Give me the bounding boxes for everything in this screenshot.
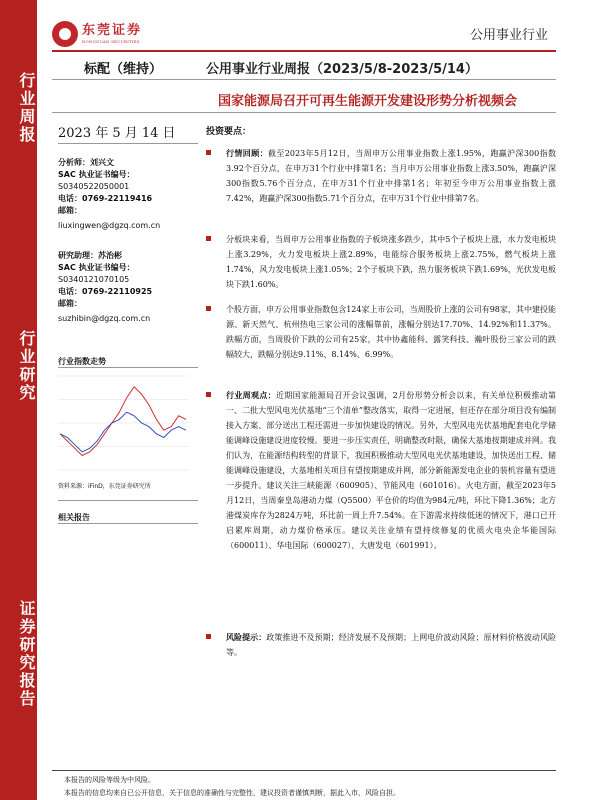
bullet-square-icon — [206, 634, 211, 639]
logo-emblem-icon — [52, 21, 78, 47]
date-divider — [58, 143, 198, 144]
assistant-sac-label: SAC 执业证书编号： — [58, 263, 135, 272]
chart-series-line-1 — [60, 412, 186, 452]
chart-series-line-0 — [60, 387, 186, 456]
analyst-sac-label: SAC 执业证书编号： — [58, 170, 135, 179]
title-divider — [52, 79, 556, 80]
bullet-text: 截至2023年5月12日，当周申万公用事业指数上涨1.95%，跑赢沪深300指数3.92个百分点，在申万31个行业中排第1名；当月申万公用事业指数上涨3.50%，跑赢沪深300指数5.76个百分点，在申万31个行业中排第1名；年初至今申万公用事业指数上涨7.42%，跑赢沪深300指数5.71个百分点，在申万31个行业中排第7名。 — [226, 149, 557, 203]
industry-label: 公用事业行业 — [469, 28, 548, 43]
logo-english-name: DONGGUAN SECURITIES — [82, 39, 140, 44]
trend-title: 行业指数走势 — [58, 357, 106, 366]
assistant-name: 研究助理：苏治彬 — [58, 251, 122, 260]
bullet-text: 分板块来看，当周申万公用事业指数的子板块涨多跌少，其中5个子板块上涨，水力发电板块上涨3.29%，火力发电板块上涨2.89%，电能综合服务板块上涨2.75%，燃气板块上涨1.74%，风力发电板块上涨1.05%；2个子板块下跌，热力服务板块下跌1.69%，光伏发电板块下跌1.60%。 — [226, 235, 556, 289]
assistant-email-label: 邮箱： — [58, 299, 82, 308]
sidebar-label-research: 行业研究 — [17, 330, 36, 402]
sidebar-label-report: 证券研究报告 — [17, 600, 36, 708]
source-divider — [58, 500, 198, 501]
analyst-email-label: 邮箱： — [58, 206, 82, 215]
header-divider — [52, 50, 556, 52]
bullet-square-icon — [206, 236, 211, 241]
report-date: 2023 年 5 月 14 日 — [58, 126, 176, 141]
assistant-info — [58, 250, 198, 325]
bullet-risk-warning — [206, 630, 556, 660]
logo-chinese-name: 东莞证券 — [82, 23, 143, 38]
bullet-square-icon — [206, 306, 211, 311]
bullet-lead: 风险提示： — [226, 633, 267, 642]
industry-index-chart — [58, 370, 188, 478]
related-reports-title: 相关报告 — [58, 513, 90, 522]
company-logo — [52, 18, 142, 50]
bullet-square-icon — [206, 150, 211, 155]
trend-divider — [58, 367, 198, 368]
rating-label: 标配（维持） — [84, 62, 163, 77]
investment-points-title: 投资要点： — [206, 127, 252, 137]
bullet-market-review — [206, 146, 556, 206]
analyst-name: 分析师：刘兴文 — [58, 158, 114, 167]
chart-series — [60, 387, 186, 456]
bullet-sector-breakdown — [206, 232, 556, 292]
subtitle-divider — [52, 112, 556, 113]
bullet-text: 个股方面，申万公用事业指数包含124家上市公司，当周股价上涨的公司有98家，其中建投能源、新天然气、杭州热电三家公司的涨幅靠前，涨幅分别达17.70%、14.92%和11.37%。跌幅方面，当周股价下跌的公司有25家，其中协鑫能科、露笑科技、瀚叶股份三家公司的跌幅较大，跌幅分别达9.11%、8.14%、6.99%。 — [226, 305, 556, 359]
bullet-text: 近期国家能源局召开会议强调，2月份形势分析会以来，有关单位积极推动第一、二批大型风电光伏基地“三个清单”整改落实，取得一定进展，但还存在部分项目没有编制接入方案、部分送出工程还需进一步加快建设的情况。另外，大型风电光伏基地配套电化学储能调峰设施建设进度较慢。要进一步压实责任，明确整改时限，确保大基地按期建成并网。我们认为，在能源结构转型的背景下，我国积极推动大型风电光伏基地建设，加快送出工程、储能调峰设施建设，大基地相关项目有望按期建成并网，部分新能源发电企业的装机容量有望进一步提升。建议关注三峡能源（600905）、节能风电（601016）。火电方面，截至2023年5月12日，当周秦皇岛港动力煤（Q5500）平仓价的均值为984元/吨，环比下降1.36%；北方港煤炭库存为2824万吨，环比前一周上升7.54%。在下游需求持续低迷的情况下，港口已开启累库周期，动力煤价格承压。建议关注业绩有望持续修复的优质火电央企华能国际（600011）、华电国际（600027）、大唐发电（601991）。 — [226, 391, 557, 550]
bullet-lead: 行情回顾： — [226, 149, 269, 158]
sidebar-label-weekly: 行业周报 — [17, 72, 36, 144]
assistant-phone: 电话：0769-22110925 — [58, 287, 153, 296]
related-divider — [58, 523, 198, 524]
bullet-square-icon — [206, 392, 211, 397]
assistant-email[interactable]: suzhibin@dgzq.com.cn — [58, 314, 151, 323]
analyst-email[interactable]: liuxingwen@dgzq.com.cn — [58, 221, 161, 230]
analyst-info — [58, 157, 198, 232]
footer-disclaimer: 本报告的信息均来自已公开信息，关于信息的准确性与完整性，建议投资者谨慎判断，据此入市，风险自担。 — [64, 789, 400, 797]
footer-risk-level: 本报告的风险等级为中风险。 — [64, 776, 155, 784]
bullet-text: 政策推进不及预期；经济发展不及预期；上网电价波动风险；原材料价格波动风险等。 — [226, 633, 556, 657]
footer-divider — [52, 770, 556, 771]
bullet-lead: 行业周观点： — [226, 391, 276, 400]
chart-source: 资料来源：iFinD，东莞证券研究所 — [58, 483, 151, 490]
assistant-sac-number: S0340121070105 — [58, 275, 130, 284]
chart-grid — [58, 376, 188, 470]
bullet-stock-movers — [206, 302, 556, 362]
weekly-title: 公用事业行业周报（2023/5/8-2023/5/14） — [206, 62, 478, 77]
bullet-industry-view — [206, 388, 556, 553]
document-title: 国家能源局召开可再生能源开发建设形势分析视频会 — [218, 94, 518, 109]
analyst-phone: 电话：0769-22119416 — [58, 194, 153, 203]
left-red-sidebar — [0, 0, 37, 800]
analyst-sac-number: S0340522050001 — [58, 182, 130, 191]
